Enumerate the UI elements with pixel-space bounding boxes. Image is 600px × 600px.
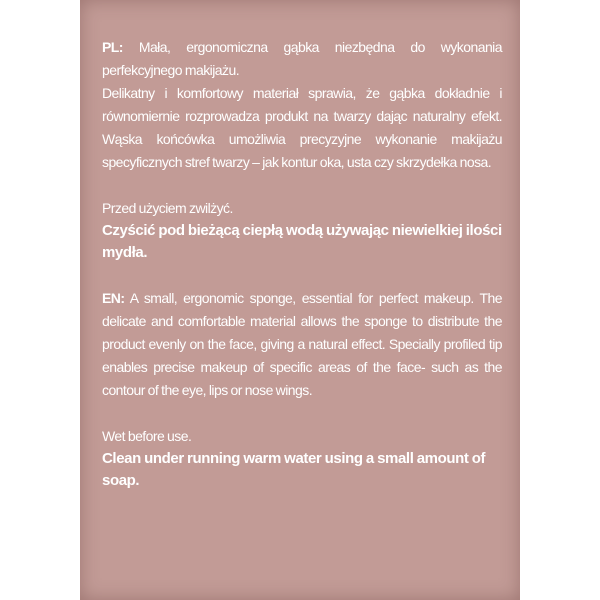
en-before-use-text: Wet before use. xyxy=(102,428,192,444)
en-body-text: A small, ergonomic sponge, essential for perfect makeup. The delicate and comfortable material allows the sponge to distribute the product evenly on the face, giving a natural effect. Specially profiled tip enables precise makeup of specific areas of the face- such as the contour of the eye, lips or nose wings. xyxy=(102,290,502,398)
product-description xyxy=(102,36,502,492)
spacer xyxy=(102,402,502,425)
spacer xyxy=(102,264,502,287)
pl-cleaning-text: Czyścić pod bieżącą ciepłą wodą używając niewielkiej ilości mydła. xyxy=(102,222,502,261)
product-info-card xyxy=(80,0,520,600)
pl-before-use-text: Przed użyciem zwilżyć. xyxy=(102,200,233,216)
spacer xyxy=(102,174,502,197)
pl-language-label: PL: xyxy=(102,39,123,55)
pl-intro-paragraph xyxy=(102,36,502,82)
en-language-label: EN: xyxy=(102,290,125,306)
en-body-paragraph xyxy=(102,287,502,402)
pl-intro-text: Mała, ergonomiczna gąbka niezbędna do wykonania perfekcyjnego makijażu. xyxy=(102,39,502,78)
en-cleaning-text: Clean under running warm water using a small amount of soap. xyxy=(102,450,486,489)
pl-body-paragraph: Delikatny i komfortowy materiał sprawia, że gąbka dokładnie i równomiernie rozprowadza produkt na twarzy dając naturalny efekt. Wąska końcówka umożliwia precyzyjne wykonanie makijażu specyficznych stref twarzy – jak kontur oka, usta czy skrzydełka nosa. xyxy=(102,85,502,170)
